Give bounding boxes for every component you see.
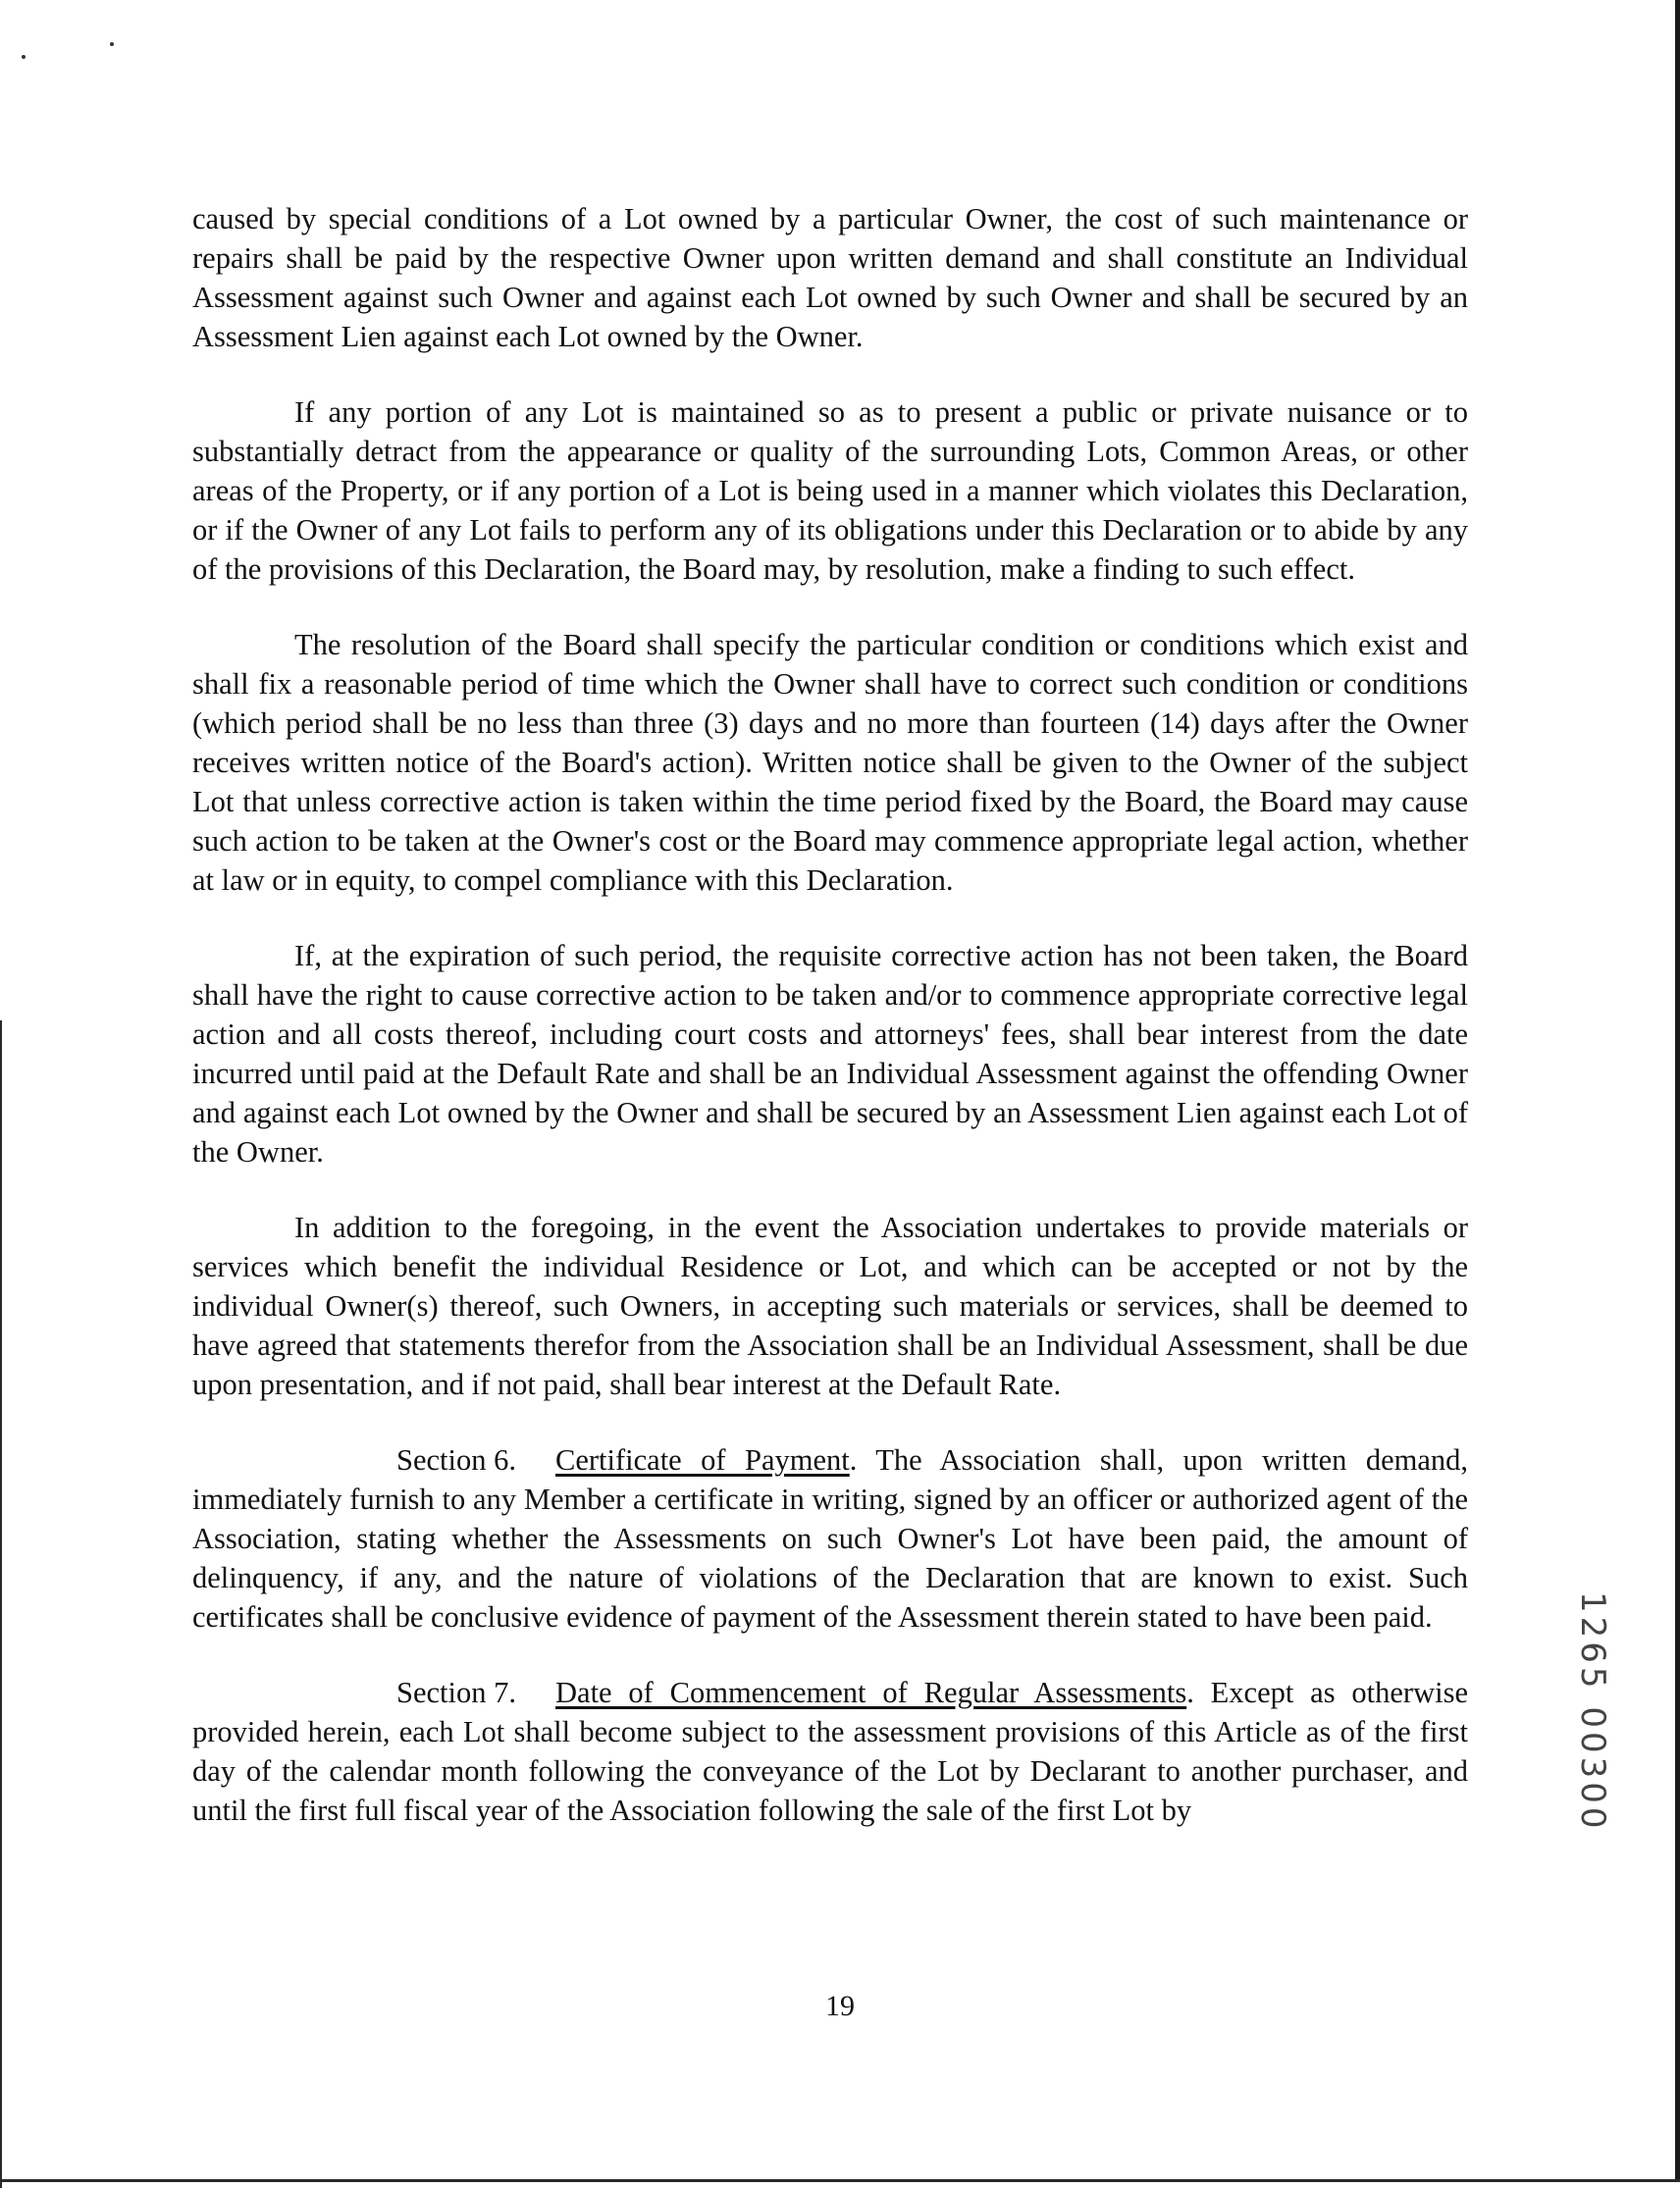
section-7-heading: Date of Commencement of Regular Assessments	[555, 1676, 1187, 1709]
paragraph-3: The resolution of the Board shall specify the particular condition or conditions which exist and shall fix a reasonable period of time which the Owner shall have to correct such condition or conditions (which period shall be no less than three (3) days and no more than fourteen (14) days after the Owner receives written notice of the Board's action). Written notice shall be given to the Owner of the subject Lot that unless corrective action is taken within the time period fixed by the Board, the Board may cause such action to be taken at the Owner's cost or the Board may commence appropriate legal action, whether at law or in equity, to compel compliance with this Declaration.	[192, 628, 1468, 897]
paragraph-4: If, at the expiration of such period, the requisite corrective action has not been taken, the Board shall have the right to cause corrective action to be taken and/or to commence appropriate corrective legal action and all costs thereof, including court costs and attorneys' fees, shall bear interest from the date incurred until paid at the Default Rate and shall be an Individual Assessment against the offending Owner and against each Lot owned by the Owner and shall be secured by an Assessment Lien against each Lot of the Owner.	[192, 939, 1468, 1169]
page-number: 19	[825, 1990, 855, 2022]
section-6	[192, 1440, 1468, 1637]
scan-speck	[22, 55, 26, 59]
section-6-text: . The Association shall, upon written demand, immediately furnish to any Member a certificate in writing, signed by an officer or authorized agent of the Association, stating whether the Assessments on such Owner's Lot have been paid, the amount of delinquency, if any, and the nature of violations of the Declaration that are known to exist. Such certificates shall be conclusive evidence of payment of the Assessment therein stated to have been paid.	[192, 1443, 1468, 1634]
section-6-number: Section 6.	[396, 1443, 516, 1477]
section-7-number: Section 7.	[396, 1676, 516, 1709]
paragraph-2: If any portion of any Lot is maintained so as to present a public or private nuisance or to substantially detract from the appearance or quality of the surrounding Lots, Common Areas, or other areas of the Property, or if any portion of a Lot is being used in a manner which violates this Declaration, or if the Owner of any Lot fails to perform any of its obligations under this Declaration or to abide by any of the provisions of this Declaration, the Board may, by resolution, make a finding to such effect.	[192, 395, 1468, 586]
section-6-heading: Certificate of Payment	[555, 1443, 850, 1477]
scan-edge-right	[1675, 0, 1680, 2182]
scan-speck	[110, 42, 114, 46]
section-7	[192, 1673, 1468, 1830]
body-text	[192, 199, 1468, 1866]
document-stamp: 1265 00300	[1573, 1591, 1612, 1833]
paragraph-1: caused by special conditions of a Lot owned by a particular Owner, the cost of such maintenance or repairs shall be paid by the respective Owner upon written demand and shall constitute an Individual Assessment against such Owner and against each Lot owned by such Owner and shall be secured by an Assessment Lien against each Lot owned by the Owner.	[192, 202, 1468, 353]
section-7-text: . Except as otherwise provided herein, each Lot shall become subject to the assessment provisions of this Article as of the first day of the calendar month following the conveyance of the Lot by Declarant to another purchaser, and until the first full fiscal year of the Association following the sale of the first Lot by	[192, 1676, 1468, 1827]
paragraph-5: In addition to the foregoing, in the event the Association undertakes to provide materials or services which benefit the individual Residence or Lot, and which can be accepted or not by the individual Owner(s) thereof, such Owners, in accepting such materials or services, shall be deemed to have agreed that statements therefor from the Association shall be an Individual Assessment, shall be due upon presentation, and if not paid, shall bear interest at the Default Rate.	[192, 1211, 1468, 1401]
